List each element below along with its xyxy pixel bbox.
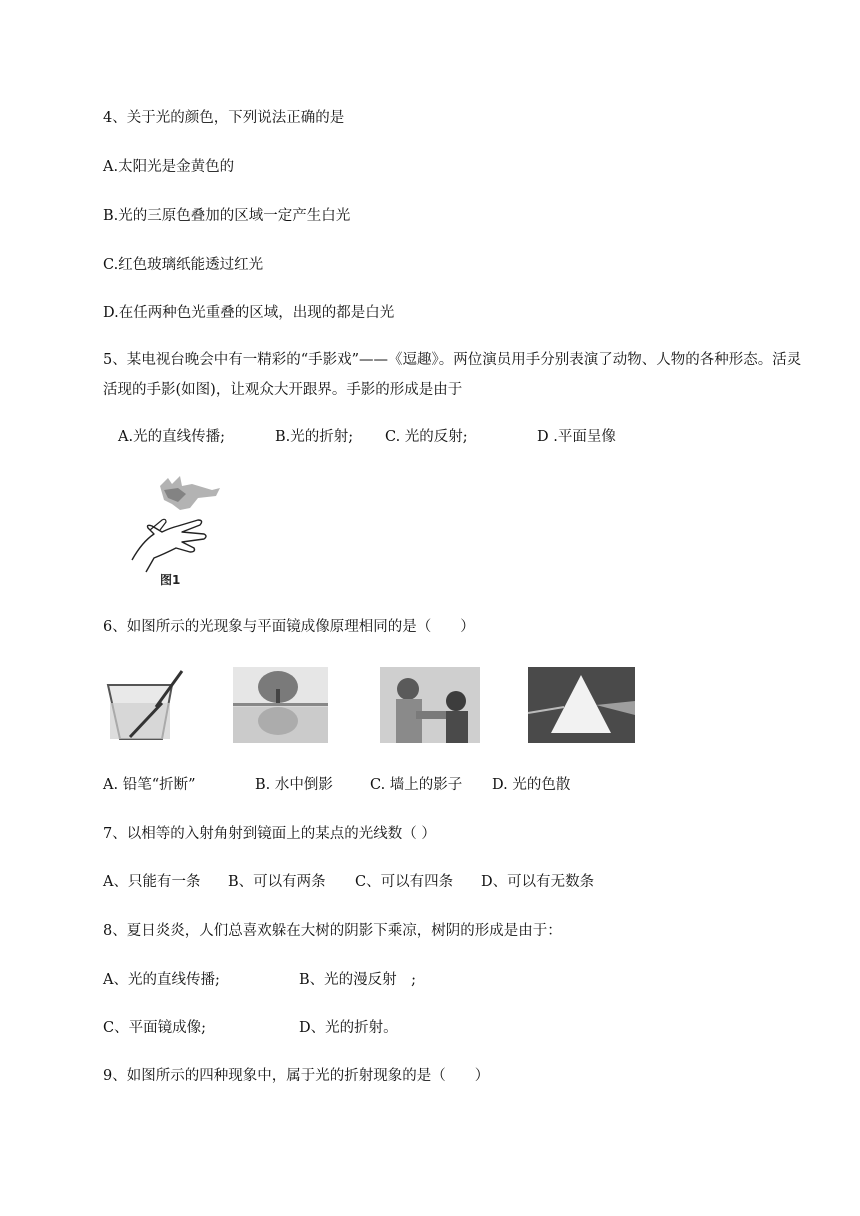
prism-dispersion-photo bbox=[528, 667, 635, 743]
q5-option-d: D .平面呈像 bbox=[537, 429, 616, 445]
q6-option-b: B. 水中倒影 bbox=[255, 777, 333, 793]
q8-stem: 8、夏日炎炎，人们总喜欢躲在大树的阴影下乘凉，树阴的形成是由于： bbox=[103, 923, 562, 939]
q4-stem: 4、关于光的颜色，下列说法正确的是 bbox=[103, 110, 345, 126]
q9-stem: 9、如图所示的四种现象中，属于光的折射现象的是（ ） bbox=[103, 1068, 490, 1084]
hand-shadow-illustration bbox=[120, 468, 230, 588]
tree-reflection-photo bbox=[233, 667, 328, 743]
q6-option-c: C. 墙上的影子 bbox=[370, 777, 463, 793]
q6-option-a: A. 铅笔“折断” bbox=[103, 777, 196, 793]
q5-option-b: B.光的折射; bbox=[275, 429, 354, 445]
q4-option-c: C.红色玻璃纸能透过红光 bbox=[103, 257, 264, 273]
pencil-in-glass-photo bbox=[100, 667, 190, 743]
figure-caption: 图1 bbox=[160, 573, 181, 587]
q5-stem: 5、某电视台晚会中有一精彩的“手影戏”——《逗趣》。两位演员用手分别表演了动物、人物的各种形态。活灵活现的手影(如图)，让观众大开跟界。手影的形成是由于 bbox=[103, 352, 802, 398]
q6-stem: 6、如图所示的光现象与平面镜成像原理相同的是（ ） bbox=[103, 619, 475, 635]
q8-option-d: D、光的折射。 bbox=[299, 1020, 398, 1036]
q8-option-a: A、光的直线传播; bbox=[103, 972, 220, 988]
q7-option-a: A、只能有一条 bbox=[103, 874, 201, 890]
q7-stem: 7、以相等的入射角射到镜面上的某点的光线数（ ） bbox=[103, 826, 436, 842]
q4-option-b: B.光的三原色叠加的区域一定产生白光 bbox=[103, 208, 351, 224]
q8-option-c: C、平面镜成像; bbox=[103, 1020, 206, 1036]
q6-photo-strip bbox=[100, 667, 635, 743]
q4-option-a: A.太阳光是金黄色的 bbox=[103, 159, 235, 175]
q6-option-d: D. 光的色散 bbox=[492, 777, 571, 793]
q4-option-d: D.在任两种色光重叠的区域，出现的都是白光 bbox=[103, 305, 395, 321]
q7-option-c: C、可以有四条 bbox=[355, 874, 454, 890]
shadow-on-wall-photo bbox=[380, 667, 480, 743]
q5-option-c: C. 光的反射; bbox=[385, 429, 468, 445]
q7-option-d: D、可以有无数条 bbox=[481, 874, 595, 890]
q5-option-a: A.光的直线传播; bbox=[118, 429, 225, 445]
q7-option-b: B、可以有两条 bbox=[228, 874, 326, 890]
hand-shadow-figure bbox=[120, 468, 230, 588]
q8-option-b: B、光的漫反射 ; bbox=[299, 972, 417, 988]
